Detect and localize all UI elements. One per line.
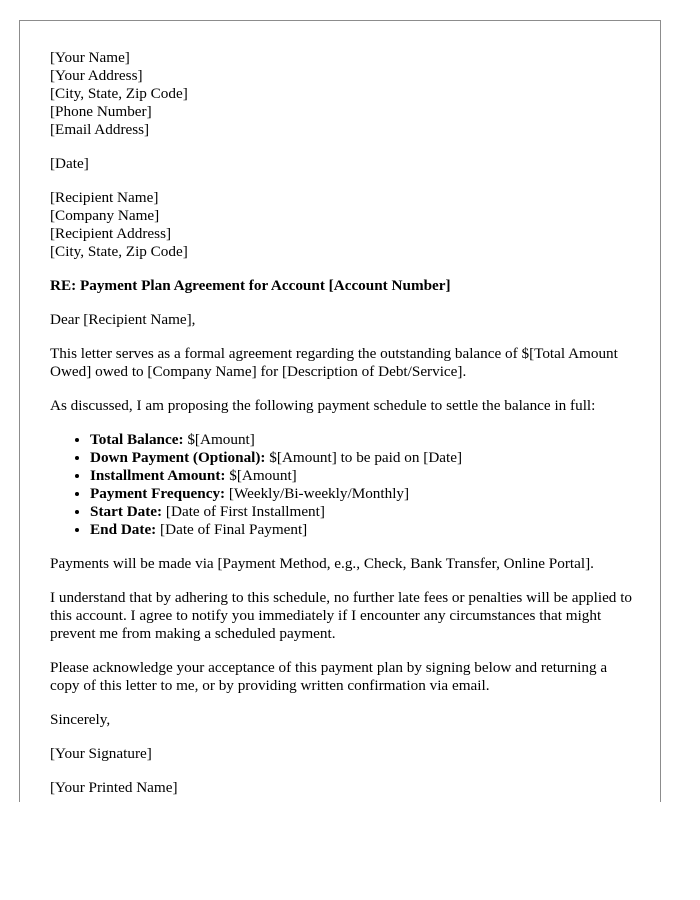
recipient-block xyxy=(50,189,640,261)
schedule-item-value: [Date of First Installment] xyxy=(162,503,325,520)
recipient-name: [Recipient Name] xyxy=(50,189,159,206)
sender-name: [Your Name] xyxy=(50,49,130,66)
schedule-item-value: [Weekly/Bi-weekly/Monthly] xyxy=(225,485,410,502)
recipient-city-state-zip: [City, State, Zip Code] xyxy=(50,243,188,260)
closing: Sincerely, xyxy=(50,711,111,728)
sender-city-state-zip: [City, State, Zip Code] xyxy=(50,85,188,102)
schedule-item-end-date xyxy=(90,521,640,539)
acknowledge-paragraph: Please acknowledge your acceptance of this payment plan by signing below and returning a copy of this letter to me, or by providing written confirmation via email. xyxy=(50,659,608,694)
letter-page xyxy=(19,20,661,802)
schedule-item-value: $[Amount] to be paid on [Date] xyxy=(265,449,463,466)
schedule-item-label: Payment Frequency: xyxy=(90,485,226,502)
intro-paragraph: This letter serves as a formal agreement regarding the outstanding balance of $[Total Amount Owed] owed to [Company Name] for [Description of Debt/Service]. xyxy=(50,345,618,380)
schedule-item-label: Total Balance: xyxy=(90,431,184,448)
schedule-item-label: Installment Amount: xyxy=(90,467,226,484)
printed-name: [Your Printed Name] xyxy=(50,779,178,796)
schedule-item-down-payment xyxy=(90,449,640,467)
schedule-item-label: End Date: xyxy=(90,521,157,538)
understanding-paragraph: I understand that by adhering to this schedule, no further late fees or penalties will be applied to this account. I agree to notify you immediately if I encounter any circumstances that might prevent me from making a scheduled payment. xyxy=(50,589,633,642)
schedule-item-start-date xyxy=(90,503,640,521)
sender-phone: [Phone Number] xyxy=(50,103,152,120)
schedule-item-installment-amount xyxy=(90,467,640,485)
payment-method-paragraph: Payments will be made via [Payment Method, e.g., Check, Bank Transfer, Online Portal]. xyxy=(50,555,594,572)
salutation: Dear [Recipient Name], xyxy=(50,311,196,328)
sender-block xyxy=(50,49,640,139)
schedule-item-label: Down Payment (Optional): xyxy=(90,449,266,466)
schedule-intro: As discussed, I am proposing the following payment schedule to settle the balance in full: xyxy=(50,397,596,414)
date-block xyxy=(50,155,640,173)
schedule-item-value: $[Amount] xyxy=(183,431,255,448)
sender-address: [Your Address] xyxy=(50,67,143,84)
schedule-item-label: Start Date: xyxy=(90,503,163,520)
schedule-item-payment-frequency xyxy=(90,485,640,503)
recipient-address: [Recipient Address] xyxy=(50,225,172,242)
schedule-item-value: $[Amount] xyxy=(225,467,297,484)
schedule-item-value: [Date of Final Payment] xyxy=(156,521,308,538)
letter-date: [Date] xyxy=(50,155,89,172)
payment-schedule-list xyxy=(50,431,640,539)
schedule-item-total-balance xyxy=(90,431,640,449)
sender-email: [Email Address] xyxy=(50,121,150,138)
subject-line: RE: Payment Plan Agreement for Account [Account Number] xyxy=(50,277,451,294)
letter-content xyxy=(50,49,640,813)
signature-placeholder: [Your Signature] xyxy=(50,745,152,762)
recipient-company: [Company Name] xyxy=(50,207,160,224)
